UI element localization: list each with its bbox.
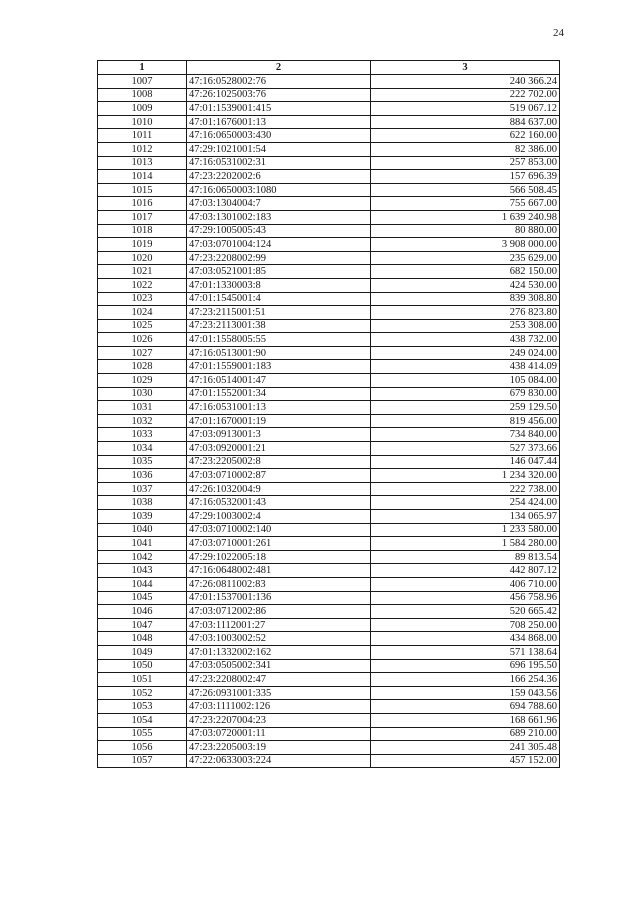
value-cell: 222 702.00 (371, 88, 560, 102)
table-row (98, 210, 560, 224)
row-number-cell: 1016 (98, 197, 187, 211)
cadastral-number-cell: 47:03:0710001:261 (187, 537, 371, 551)
value-cell: 157 696.39 (371, 170, 560, 184)
row-number-cell: 1018 (98, 224, 187, 238)
cadastral-number-cell: 47:16:0648002:481 (187, 564, 371, 578)
cadastral-number-cell: 47:16:0528002:76 (187, 75, 371, 89)
table-row (98, 401, 560, 415)
table-row (98, 129, 560, 143)
table-row (98, 75, 560, 89)
value-cell: 520 665.42 (371, 605, 560, 619)
table-row (98, 238, 560, 252)
table-header-row (98, 61, 560, 75)
value-cell: 1 639 240.98 (371, 210, 560, 224)
cadastral-number-cell: 47:29:1021001:54 (187, 142, 371, 156)
table-row (98, 591, 560, 605)
cadastral-number-cell: 47:29:1005005:43 (187, 224, 371, 238)
value-cell: 457 152.00 (371, 754, 560, 768)
row-number-cell: 1034 (98, 442, 187, 456)
table-row (98, 414, 560, 428)
column-header-number: 1 (98, 61, 187, 75)
table-row (98, 346, 560, 360)
page-number: 24 (553, 27, 564, 39)
value-cell: 1 233 580.00 (371, 523, 560, 537)
value-cell: 3 908 000.00 (371, 238, 560, 252)
value-cell: 241 305.48 (371, 741, 560, 755)
cadastral-number-cell: 47:23:2208002:99 (187, 251, 371, 265)
value-cell: 694 788.60 (371, 700, 560, 714)
table-row (98, 523, 560, 537)
cadastral-number-cell: 47:01:1558005:55 (187, 333, 371, 347)
cadastral-number-cell: 47:03:0701004:124 (187, 238, 371, 252)
table-row (98, 442, 560, 456)
value-cell: 105 084.00 (371, 374, 560, 388)
table-row (98, 102, 560, 116)
table-row (98, 577, 560, 591)
cadastral-number-cell: 47:29:1003002:4 (187, 510, 371, 524)
row-number-cell: 1035 (98, 455, 187, 469)
cadastral-number-cell: 47:23:2208002:47 (187, 673, 371, 687)
row-number-cell: 1029 (98, 374, 187, 388)
cadastral-number-cell: 47:03:1111002:126 (187, 700, 371, 714)
table-row (98, 700, 560, 714)
table-row (98, 278, 560, 292)
cadastral-number-cell: 47:23:2202002:6 (187, 170, 371, 184)
row-number-cell: 1039 (98, 510, 187, 524)
value-cell: 442 807.12 (371, 564, 560, 578)
table-row (98, 319, 560, 333)
cadastral-number-cell: 47:23:2205002:8 (187, 455, 371, 469)
table-row (98, 537, 560, 551)
row-number-cell: 1017 (98, 210, 187, 224)
cadastral-number-cell: 47:01:1332002:162 (187, 645, 371, 659)
row-number-cell: 1048 (98, 632, 187, 646)
row-number-cell: 1012 (98, 142, 187, 156)
table-row (98, 224, 560, 238)
value-cell: 80 880.00 (371, 224, 560, 238)
cadastral-number-cell: 47:01:1539001:415 (187, 102, 371, 116)
cadastral-number-cell: 47:16:0531002:31 (187, 156, 371, 170)
table-row (98, 510, 560, 524)
table-body (98, 75, 560, 768)
row-number-cell: 1051 (98, 673, 187, 687)
cadastral-number-cell: 47:01:1330003:8 (187, 278, 371, 292)
row-number-cell: 1022 (98, 278, 187, 292)
table-row (98, 564, 560, 578)
row-number-cell: 1030 (98, 387, 187, 401)
value-cell: 571 138.64 (371, 645, 560, 659)
cadastral-number-cell: 47:03:0920001:21 (187, 442, 371, 456)
table-row (98, 333, 560, 347)
row-number-cell: 1015 (98, 183, 187, 197)
row-number-cell: 1028 (98, 360, 187, 374)
table-row (98, 469, 560, 483)
value-cell: 755 667.00 (371, 197, 560, 211)
cadastral-number-cell: 47:16:0531001:13 (187, 401, 371, 415)
value-cell: 839 308.80 (371, 292, 560, 306)
table-row (98, 306, 560, 320)
value-cell: 253 308.00 (371, 319, 560, 333)
row-number-cell: 1031 (98, 401, 187, 415)
table-row (98, 754, 560, 768)
value-cell: 235 629.00 (371, 251, 560, 265)
cadastral-number-cell: 47:03:0720001:11 (187, 727, 371, 741)
row-number-cell: 1021 (98, 265, 187, 279)
value-cell: 1 584 280.00 (371, 537, 560, 551)
value-cell: 682 150.00 (371, 265, 560, 279)
value-cell: 622 160.00 (371, 129, 560, 143)
value-cell: 884 637.00 (371, 115, 560, 129)
value-cell: 519 067.12 (371, 102, 560, 116)
cadastral-number-cell: 47:03:0712002:86 (187, 605, 371, 619)
table-row (98, 265, 560, 279)
cadastral-number-cell: 47:23:2205003:19 (187, 741, 371, 755)
cadastral-number-cell: 47:03:0710002:140 (187, 523, 371, 537)
registry-table (97, 60, 560, 768)
table-row (98, 455, 560, 469)
cadastral-number-cell: 47:01:1552001:34 (187, 387, 371, 401)
cadastral-number-cell: 47:26:1025003:76 (187, 88, 371, 102)
value-cell: 159 043.56 (371, 686, 560, 700)
row-number-cell: 1037 (98, 482, 187, 496)
value-cell: 527 373.66 (371, 442, 560, 456)
value-cell: 222 738.00 (371, 482, 560, 496)
value-cell: 679 830.00 (371, 387, 560, 401)
row-number-cell: 1041 (98, 537, 187, 551)
value-cell: 259 129.50 (371, 401, 560, 415)
row-number-cell: 1053 (98, 700, 187, 714)
table-row (98, 292, 560, 306)
table-row (98, 741, 560, 755)
cadastral-number-cell: 47:01:1670001:19 (187, 414, 371, 428)
value-cell: 82 386.00 (371, 142, 560, 156)
value-cell: 89 813.54 (371, 550, 560, 564)
column-header-value: 3 (371, 61, 560, 75)
table-row (98, 374, 560, 388)
value-cell: 689 210.00 (371, 727, 560, 741)
cadastral-number-cell: 47:16:0650003:1080 (187, 183, 371, 197)
row-number-cell: 1045 (98, 591, 187, 605)
value-cell: 134 065.97 (371, 510, 560, 524)
table-row (98, 632, 560, 646)
table-row (98, 686, 560, 700)
table-row (98, 197, 560, 211)
row-number-cell: 1044 (98, 577, 187, 591)
table-row (98, 482, 560, 496)
row-number-cell: 1007 (98, 75, 187, 89)
table-row (98, 142, 560, 156)
column-header-cadastral: 2 (187, 61, 371, 75)
row-number-cell: 1025 (98, 319, 187, 333)
table-row (98, 618, 560, 632)
row-number-cell: 1057 (98, 754, 187, 768)
value-cell: 434 868.00 (371, 632, 560, 646)
table-row (98, 88, 560, 102)
row-number-cell: 1027 (98, 346, 187, 360)
cadastral-number-cell: 47:16:0532001:43 (187, 496, 371, 510)
row-number-cell: 1013 (98, 156, 187, 170)
table-row (98, 645, 560, 659)
value-cell: 696 195.50 (371, 659, 560, 673)
row-number-cell: 1043 (98, 564, 187, 578)
row-number-cell: 1009 (98, 102, 187, 116)
cadastral-number-cell: 47:03:1304004:7 (187, 197, 371, 211)
row-number-cell: 1014 (98, 170, 187, 184)
cadastral-number-cell: 47:26:1032004:9 (187, 482, 371, 496)
row-number-cell: 1054 (98, 713, 187, 727)
row-number-cell: 1052 (98, 686, 187, 700)
row-number-cell: 1050 (98, 659, 187, 673)
cadastral-number-cell: 47:22:0633003:224 (187, 754, 371, 768)
value-cell: 254 424.00 (371, 496, 560, 510)
row-number-cell: 1008 (98, 88, 187, 102)
cadastral-number-cell: 47:16:0514001:47 (187, 374, 371, 388)
cadastral-number-cell: 47:01:1545001:4 (187, 292, 371, 306)
cadastral-number-cell: 47:03:0505002:341 (187, 659, 371, 673)
cadastral-number-cell: 47:01:1676001:13 (187, 115, 371, 129)
value-cell: 240 366.24 (371, 75, 560, 89)
cadastral-number-cell: 47:01:1559001:183 (187, 360, 371, 374)
cadastral-number-cell: 47:23:2113001:38 (187, 319, 371, 333)
value-cell: 734 840.00 (371, 428, 560, 442)
cadastral-number-cell: 47:23:2207004:23 (187, 713, 371, 727)
cadastral-number-cell: 47:03:1003002:52 (187, 632, 371, 646)
value-cell: 438 732.00 (371, 333, 560, 347)
cadastral-number-cell: 47:03:0710002:87 (187, 469, 371, 483)
value-cell: 456 758.96 (371, 591, 560, 605)
cadastral-number-cell: 47:16:0513001:90 (187, 346, 371, 360)
row-number-cell: 1026 (98, 333, 187, 347)
row-number-cell: 1024 (98, 306, 187, 320)
value-cell: 146 047.44 (371, 455, 560, 469)
value-cell: 708 250.00 (371, 618, 560, 632)
row-number-cell: 1019 (98, 238, 187, 252)
cadastral-number-cell: 47:16:0650003:430 (187, 129, 371, 143)
table-row (98, 360, 560, 374)
cadastral-number-cell: 47:03:0521001:85 (187, 265, 371, 279)
table-row (98, 156, 560, 170)
table-row (98, 428, 560, 442)
cadastral-number-cell: 47:03:1112001:27 (187, 618, 371, 632)
value-cell: 406 710.00 (371, 577, 560, 591)
row-number-cell: 1033 (98, 428, 187, 442)
row-number-cell: 1055 (98, 727, 187, 741)
table-row (98, 387, 560, 401)
table-row (98, 605, 560, 619)
table-row (98, 170, 560, 184)
table-row (98, 673, 560, 687)
value-cell: 1 234 320.00 (371, 469, 560, 483)
row-number-cell: 1056 (98, 741, 187, 755)
row-number-cell: 1042 (98, 550, 187, 564)
row-number-cell: 1011 (98, 129, 187, 143)
table-row (98, 183, 560, 197)
value-cell: 819 456.00 (371, 414, 560, 428)
cadastral-number-cell: 47:03:1301002:183 (187, 210, 371, 224)
row-number-cell: 1020 (98, 251, 187, 265)
cadastral-number-cell: 47:29:1022005:18 (187, 550, 371, 564)
cadastral-number-cell: 47:26:0931001:335 (187, 686, 371, 700)
value-cell: 438 414.09 (371, 360, 560, 374)
value-cell: 249 024.00 (371, 346, 560, 360)
value-cell: 566 508.45 (371, 183, 560, 197)
cadastral-number-cell: 47:26:0811002:83 (187, 577, 371, 591)
value-cell: 257 853.00 (371, 156, 560, 170)
table-row (98, 251, 560, 265)
value-cell: 168 661.96 (371, 713, 560, 727)
cadastral-number-cell: 47:23:2115001:51 (187, 306, 371, 320)
row-number-cell: 1036 (98, 469, 187, 483)
table-row (98, 550, 560, 564)
row-number-cell: 1038 (98, 496, 187, 510)
value-cell: 424 530.00 (371, 278, 560, 292)
cadastral-number-cell: 47:03:0913001:3 (187, 428, 371, 442)
row-number-cell: 1032 (98, 414, 187, 428)
table-row (98, 496, 560, 510)
value-cell: 166 254.36 (371, 673, 560, 687)
cadastral-number-cell: 47:01:1537001:136 (187, 591, 371, 605)
row-number-cell: 1010 (98, 115, 187, 129)
table-row (98, 727, 560, 741)
table-row (98, 659, 560, 673)
row-number-cell: 1023 (98, 292, 187, 306)
row-number-cell: 1046 (98, 605, 187, 619)
table-row (98, 115, 560, 129)
row-number-cell: 1049 (98, 645, 187, 659)
value-cell: 276 823.80 (371, 306, 560, 320)
row-number-cell: 1047 (98, 618, 187, 632)
table-row (98, 713, 560, 727)
row-number-cell: 1040 (98, 523, 187, 537)
